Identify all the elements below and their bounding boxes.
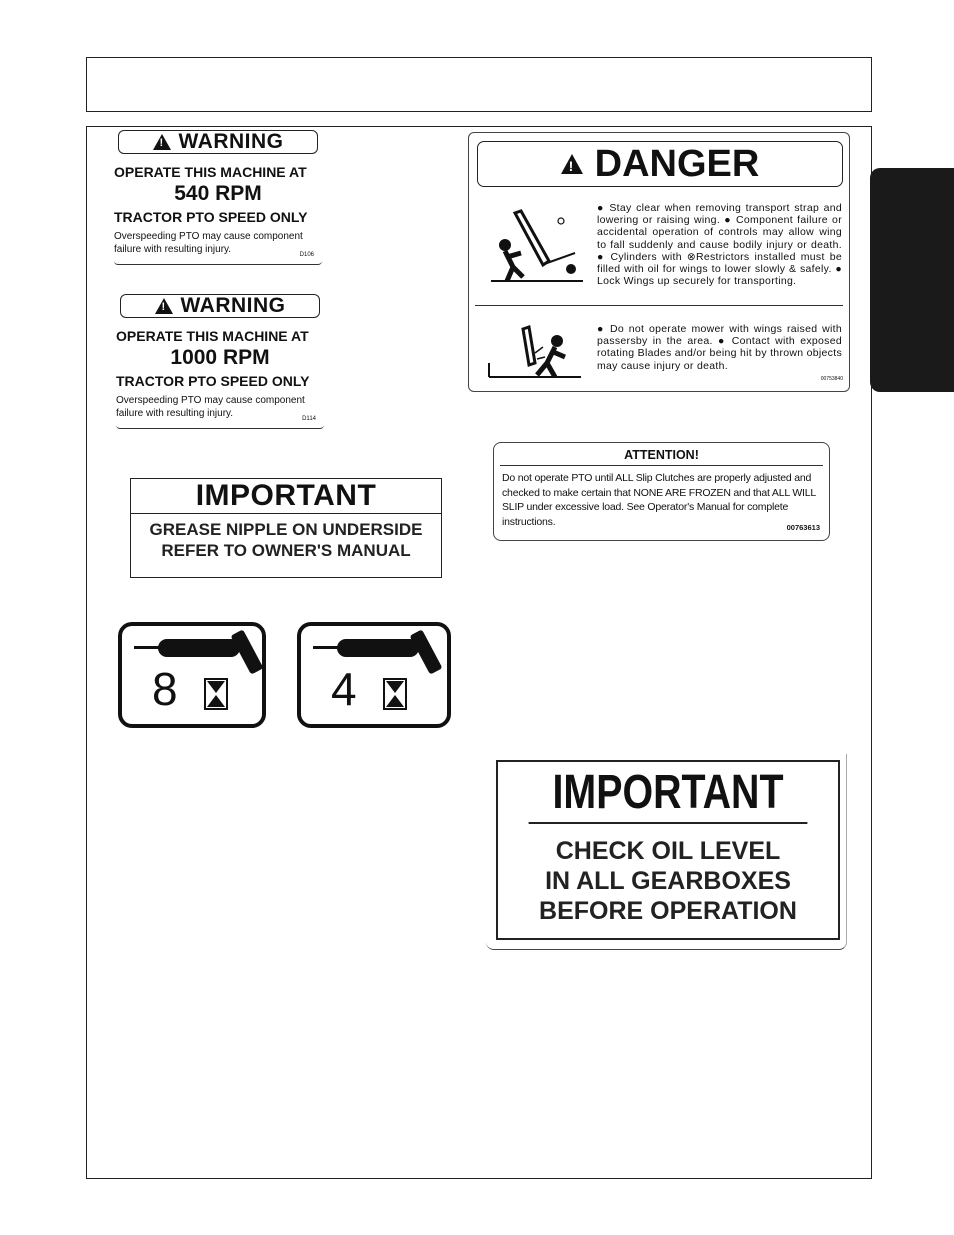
hourglass-icon — [383, 678, 407, 710]
warning-rpm: 540 RPM — [174, 182, 262, 205]
warning-rpm: 1000 RPM — [170, 346, 270, 369]
important-title: IMPORTANT — [131, 479, 441, 514]
warning-1000-decal — [116, 294, 324, 429]
grease-interval-8-decal — [118, 622, 266, 728]
grease-interval-4-decal — [297, 622, 451, 728]
warning-triangle-icon — [153, 134, 171, 150]
important-body: GREASE NIPPLE ON UNDERSIDE REFER TO OWNER'S MANUAL — [149, 520, 423, 560]
warning-banner: ! WARNING — [120, 294, 320, 318]
important-grease-decal — [130, 478, 442, 578]
important-body: CHECK OIL LEVEL IN ALL GEARBOXES BEFORE OPERATION — [539, 837, 797, 925]
attention-divider — [500, 465, 823, 466]
decal-code: D114 — [302, 416, 316, 422]
attention-body: Do not operate PTO until ALL Slip Clutches are properly adjusted and checked to make certain that NONE ARE FROZEN and that ALL WILL SLIP under excessive load. See Operator's Manual for complete instructions. — [502, 472, 816, 528]
danger-text-2: ● Do not operate mower with wings raised with passersby in the area. ● Contact with exposed rotating Blades and/or being hit by thrown objects may cause injury or death. — [597, 323, 842, 372]
important-title: IMPORTANT — [529, 762, 808, 824]
thrown-objects-pictogram-icon — [485, 323, 585, 383]
decal-code: D106 — [299, 252, 314, 258]
decal-edge — [114, 260, 322, 265]
warning-line3: TRACTOR PTO SPEED ONLY — [114, 209, 308, 225]
grease-gun-icon — [337, 639, 419, 657]
danger-text-1: ● Stay clear when removing transport strap and lowering or raising wing. ● Component failure or accidental operation of controls may allow wing to fall suddenly and cause bodily injury or death. ● Cylinders with ⊗Restrictors installed must be filled with oil for wings to lower slowly & safely. ● Lock Wings up securely for transporting. — [597, 202, 842, 288]
hourglass-icon — [204, 678, 228, 710]
falling-wing-pictogram-icon — [487, 207, 587, 285]
warning-note: Overspeeding PTO may cause component failure with resulting injury. — [116, 395, 305, 419]
grease-hours: 8 — [152, 663, 178, 715]
warning-line1: OPERATE THIS MACHINE AT — [116, 328, 309, 344]
danger-decal — [468, 132, 850, 392]
important-oil-decal — [496, 760, 840, 940]
attention-decal — [493, 442, 830, 541]
attention-title: ATTENTION! — [624, 448, 699, 462]
page-header-box — [86, 57, 872, 112]
section-side-tab — [870, 168, 954, 392]
danger-divider — [475, 305, 843, 306]
decal-code: 00753840 — [820, 376, 843, 382]
decal-edge — [116, 424, 324, 429]
danger-triangle-icon — [561, 154, 583, 174]
danger-banner: ! DANGER — [477, 141, 843, 187]
warning-540-decal — [114, 130, 322, 265]
warning-banner: ! WARNING — [118, 130, 318, 154]
decal-code: 00763613 — [786, 523, 820, 532]
warning-line1: OPERATE THIS MACHINE AT — [114, 164, 307, 180]
warning-triangle-icon — [155, 298, 173, 314]
warning-line3: TRACTOR PTO SPEED ONLY — [116, 373, 310, 389]
warning-note: Overspeeding PTO may cause component failure with resulting injury. — [114, 231, 303, 255]
grease-gun-icon — [158, 639, 240, 657]
grease-hours: 4 — [331, 663, 357, 715]
